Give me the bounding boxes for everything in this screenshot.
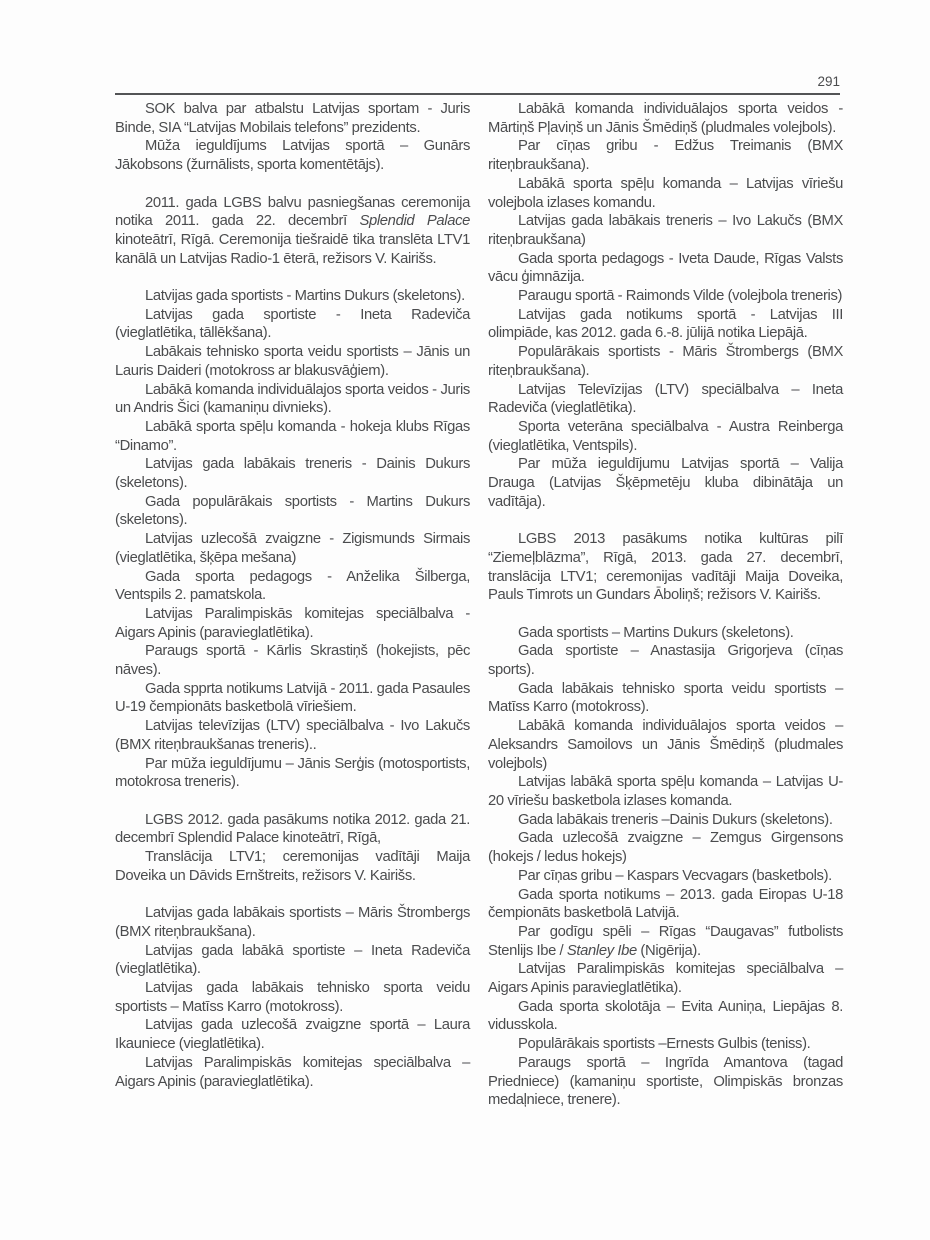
- text-run: Latvijas televīzijas (LTV) speciālbalva - Ivo Lakučs (BMX riteņbraukšanas treneris)..: [115, 718, 470, 753]
- paragraph: [115, 287, 470, 306]
- paragraph: [488, 923, 843, 960]
- left-column: [115, 100, 470, 1110]
- paragraph: [488, 717, 843, 773]
- paragraph: [488, 811, 843, 830]
- paragraph: [115, 1054, 470, 1091]
- text-run: Gada labākais tehnisko sporta veidu sportists – Matīss Karro (motokross).: [488, 680, 843, 716]
- text-run: LGBS 2012. gada pasākums notika 2012. gada 21. decembrī Splendid Palace kinoteātrī, Rīgā,: [115, 811, 470, 847]
- text-run: Sporta veterāna speciālbalva - Austra Reinberga (vieglatlētika, Ventspils).: [488, 418, 843, 454]
- paragraph: [488, 642, 843, 679]
- paragraph: [488, 829, 843, 866]
- paragraph: [115, 381, 470, 418]
- text-run: Paraugs sportā – Ingrīda Amantova (tagad Priedniece) (kamaniņu sportiste, Olimpiskās bronzas medaļniece, trenere).: [488, 1054, 843, 1109]
- text-run: (Nigērija).: [636, 942, 701, 959]
- paragraph: [115, 717, 470, 754]
- paragraph: [488, 886, 843, 923]
- paragraph: [488, 212, 843, 249]
- text-run: Par godīgu spēli – Rīgas “Daugavas” futbolists Stenlijs Ibe /: [488, 923, 843, 959]
- paragraph: [115, 137, 470, 174]
- text-run: Latvijas gada labākā sportiste – Ineta Radeviča (vieglatlētika).: [115, 942, 470, 978]
- paragraph: [488, 1054, 843, 1110]
- text-run: Gada sportiste – Anastasija Grigorjeva (cīņas sports).: [488, 643, 843, 679]
- text-run: Labākā sporta spēļu komanda – Latvijas vīriešu volejbola izlases komandu.: [488, 175, 843, 211]
- text-run: Latvijas gada labākais tehnisko sporta veidu sportists – Matīss Karro (motokross).: [115, 979, 470, 1015]
- text-run: Latvijas Paralimpiskās komitejas speciālbalva - Aigars Apinis (paravieglatlētika).: [115, 605, 470, 641]
- text-run: kinoteātrī, Rīgā. Ceremonija tiešraidē tika translēta LTV1 kanālā un Latvijas Radio-1 ēterā, režisors V. Kairišs.: [115, 231, 470, 267]
- text-run: Gada spprta notikums Latvijā - 2011. gada Pasaules U-19 čempionāts basketbolā vīriešiem.: [115, 680, 470, 716]
- paragraph: [115, 755, 470, 792]
- header-rule: [115, 93, 840, 95]
- text-run: Latvijas uzlecošā zvaigzne - Zigismunds Sirmais (vieglatlētika, šķēpa mešana): [115, 531, 470, 566]
- paragraph: [115, 904, 470, 941]
- text-run: Latvijas labākā sporta spēļu komanda – Latvijas U-20 vīriešu basketbola izlases komanda.: [488, 774, 843, 809]
- paragraph: [115, 455, 470, 492]
- text-run: Latvijas gada uzlecošā zvaigzne sportā – Laura Ikauniece (vieglatlētika).: [115, 1017, 470, 1053]
- paragraph: [115, 194, 470, 269]
- text-run: Paraugs sportā - Kārlis Skrastiņš (hokejists, pēc nāves).: [115, 643, 470, 679]
- text-run: Labākais tehnisko sporta veidu sportists – Jānis un Lauris Daideri (motokross ar blakusvāģiem).: [115, 344, 470, 379]
- text-run: Latvijas gada sportiste - Ineta Radeviča (vieglatlētika, tāllēkšana).: [115, 306, 470, 342]
- paragraph: [488, 175, 843, 212]
- text-run: Gada labākais treneris –Dainis Dukurs (skeletons).: [518, 811, 833, 828]
- paragraph: [115, 418, 470, 455]
- text-run: Latvijas gada sportists - Martins Dukurs (skeletons).: [145, 288, 465, 304]
- text-run: 2011. gada LGBS balvu pasniegšanas ceremonija notika 2011. gada 22. decembrī: [115, 194, 470, 230]
- paragraph: [115, 979, 470, 1016]
- text-run: Latvijas gada labākais treneris - Dainis Dukurs (skeletons).: [115, 456, 470, 492]
- paragraph: [115, 530, 470, 567]
- page-content: [115, 100, 843, 1110]
- text-run: Latvijas gada labākais sportists – Māris Štrombergs (BMX riteņbraukšana).: [115, 905, 470, 940]
- paragraph: [115, 942, 470, 979]
- text-run: Latvijas gada labākais treneris – Ivo Lakučs (BMX riteņbraukšana): [488, 213, 843, 248]
- text-run: Par mūža ieguldījumu Latvijas sportā – Valija Drauga (Latvijas Šķēpmetēju kluba dibinātāja un vadītāja).: [488, 456, 843, 510]
- paragraph: [115, 848, 470, 885]
- paragraph: [115, 568, 470, 605]
- paragraph: [115, 680, 470, 717]
- paragraph: [115, 493, 470, 530]
- text-run: Latvijas Paralimpiskās komitejas speciālbalva – Aigars Apinis paravieglatlētika).: [488, 961, 843, 997]
- text-run: Gada sporta skolotāja – Evita Auniņa, Liepājas 8. vidusskola.: [488, 998, 843, 1034]
- paragraph: [115, 306, 470, 343]
- paragraph: [115, 100, 470, 137]
- text-run: Par cīņas gribu - Edžus Treimanis (BMX riteņbraukšana).: [488, 138, 843, 174]
- page-number: 291: [817, 74, 840, 89]
- italic-text: Splendid Palace: [359, 213, 470, 230]
- paragraph: [488, 381, 843, 418]
- paragraph: [488, 680, 843, 717]
- italic-text: Stanley Ibe: [566, 942, 637, 959]
- text-run: Labākā komanda individuālajos sporta veidos – Aleksandrs Samoilovs un Jānis Šmēdiņš (pludmales volejbols): [488, 718, 843, 772]
- text-run: Gada populārākais sportists - Martins Dukurs (skeletons).: [115, 493, 470, 529]
- text-run: LGBS 2013 pasākums notika kultūras pilī “Ziemeļblāzma”, Rīgā, 2013. gada 27. decembrī, translācija LTV1; ceremonijas vadītāji Maija Doveika, Pauls Timrots un Gundars Āboliņš; režisors V. Kairišs.: [488, 531, 843, 604]
- text-run: Labākā komanda individuālajos sporta veidos - Mārtiņš Pļaviņš un Jānis Šmēdiņš (pludmales volejbols).: [488, 101, 843, 136]
- paragraph: [488, 100, 843, 137]
- paragraph: [488, 624, 843, 643]
- text-run: Gada sporta notikums – 2013. gada Eiropas U-18 čempionāts basketbolā Latvijā.: [488, 886, 843, 922]
- text-run: Gada uzlecošā zvaigzne – Zemgus Girgensons (hokejs / ledus hokejs): [488, 830, 843, 866]
- text-run: Gada sportists – Martins Dukurs (skeletons).: [518, 624, 794, 641]
- text-run: SOK balva par atbalstu Latvijas sportam - Juris Binde, SIA “Latvijas Mobilais telefons” prezidents.: [115, 101, 470, 136]
- paragraph: [488, 418, 843, 455]
- paragraph: [488, 1035, 843, 1054]
- paragraph: [488, 960, 843, 997]
- text-run: Latvijas Televīzijas (LTV) speciālbalva – Ineta Radeviča (vieglatlētika).: [488, 381, 843, 417]
- paragraph: [115, 343, 470, 380]
- paragraph: [488, 455, 843, 511]
- paragraph: [488, 998, 843, 1035]
- text-run: Populārākais sportists - Māris Štrombergs (BMX riteņbraukšana).: [488, 344, 843, 379]
- paragraph: [488, 343, 843, 380]
- paragraph: [488, 773, 843, 810]
- paragraph: [115, 642, 470, 679]
- paragraph: [488, 250, 843, 287]
- paragraph: [488, 306, 843, 343]
- text-run: Par cīņas gribu – Kaspars Vecvagars (basketbols).: [518, 867, 832, 884]
- text-run: Gada sporta pedagogs - Anželika Šilberga, Ventspils 2. pamatskola.: [115, 568, 470, 604]
- paragraph: [488, 287, 843, 306]
- text-run: Translācija LTV1; ceremonijas vadītāji Maija Doveika un Dāvids Ernštreits, režisors V. Kairišs.: [115, 849, 470, 884]
- paragraph: [488, 867, 843, 886]
- paragraph: [115, 1016, 470, 1053]
- paragraph: [488, 530, 843, 605]
- text-run: Paraugu sportā - Raimonds Vilde (volejbola treneris): [518, 288, 843, 305]
- paragraph: [115, 811, 470, 848]
- text-run: Gada sporta pedagogs - Iveta Daude, Rīgas Valsts vācu ģimnāzija.: [488, 250, 843, 286]
- text-run: Mūža ieguldījums Latvijas sportā – Gunārs Jākobsons (žurnālists, sporta komentētājs).: [115, 138, 470, 174]
- text-run: Labākā sporta spēļu komanda - hokeja klubs Rīgas “Dinamo”.: [115, 418, 470, 454]
- text-run: Populārākais sportists –Ernests Gulbis (teniss).: [518, 1036, 811, 1053]
- paragraph: [115, 605, 470, 642]
- text-run: Latvijas Paralimpiskās komitejas speciālbalva – Aigars Apinis (paravieglatlētika).: [115, 1054, 470, 1090]
- text-run: Latvijas gada notikums sportā - Latvijas III olimpiāde, kas 2012. gada 6.-8. jūlijā notika Liepājā.: [488, 306, 843, 342]
- paragraph: [488, 137, 843, 174]
- text-run: Par mūža ieguldījumu – Jānis Serģis (motosportists, motokrosa treneris).: [115, 755, 470, 791]
- text-run: Labākā komanda individuālajos sporta veidos - Juris un Andris Šici (kamaniņu divnieks).: [115, 381, 470, 417]
- right-column: [488, 100, 843, 1110]
